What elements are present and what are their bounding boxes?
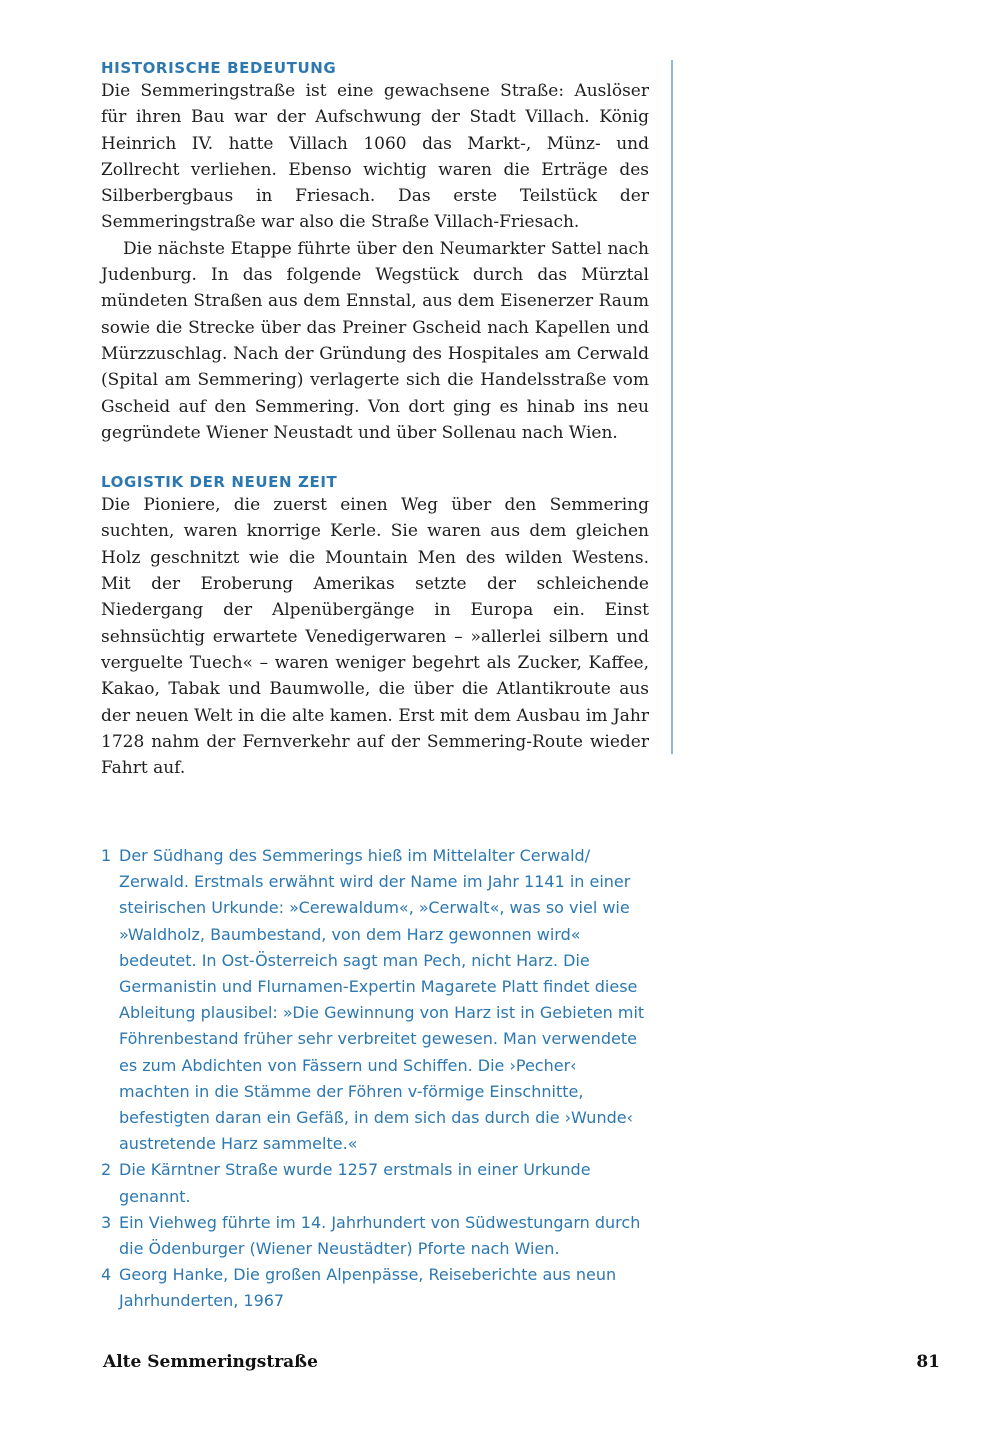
section-heading: HISTORISCHE BEDEUTUNG	[101, 59, 337, 77]
footnote-text: Die Kärntner Straße wurde 1257 erstmals in einer Urkunde genannt.	[119, 1160, 591, 1206]
footnote-number: 3	[101, 1212, 112, 1232]
footnote-text: Georg Hanke, Die großen Alpenpässe, Reiseberichte aus neun Jahrhunderten, 1967	[119, 1265, 617, 1311]
footnote-text: Ein Viehweg führte im 14. Jahrhundert von Südwestungarn durch die Ödenburger (Wiener Neustädter) Pforte nach Wien.	[119, 1212, 641, 1259]
section-body	[101, 78, 649, 446]
footnote-number: 4	[101, 1265, 112, 1285]
main-column	[101, 58, 649, 781]
section-historische-bedeutung	[101, 58, 649, 446]
footnote	[101, 1210, 651, 1262]
footnote-number: 1	[101, 846, 112, 865]
footnotes	[101, 843, 651, 1315]
paragraph: Die nächste Etappe führte über den Neumarkter Sattel nach Judenburg. In das folgende Wegstück durch das Mürztal mündeten Straßen aus dem Ennstal, aus dem Eisenerzer Raum sowie die Strecke über das Preiner Gscheid nach Kapellen und Mürzzuschlag. Nach der Gründung des Hospitales am Cerwald (Spital am Semmering) verlagerte sich die Handelsstraße vom Gscheid auf den Semmering. Von dort ging es hinab ins neu gegründete Wiener Neustadt und über Sollenau nach Wien.	[101, 238, 649, 443]
paragraph: Die Semmeringstraße ist eine gewachsene Straße: Auslöser für ihren Bau war der Aufschwung der Stadt Villach. König Heinrich IV. hatte Villach 1060 das Markt-, Münz- und Zollrecht verliehen. Ebenso wichtig waren die Erträge des Silberbergbaus in Friesach. Das erste Teilstück der Semmeringstraße war also die Straße Villach-Friesach.	[101, 81, 649, 233]
section-logistik	[101, 472, 649, 781]
vertical-rule	[671, 60, 673, 754]
paragraph: Die Pioniere, die zuerst einen Weg über den Semmering suchten, waren knorrige Kerle. Sie waren aus dem gleichen Holz geschnitzt wie die Mountain Men des wilden Westens. Mit der Eroberung Amerikas setzte der schleichende Niedergang der Alpenübergänge in Europa ein. Einst sehnsüchtig erwartete Venedigerwaren – »allerlei silbern und verguelte Tuech« – waren weniger begehrt als Zucker, Kaffee, Kakao, Tabak und Baumwolle, die über die Atlantikroute aus der neuen Welt in die alte kamen. Erst mit dem Ausbau im Jahr 1728 nahm der Fernverkehr auf der Semmering-Route wieder Fahrt auf.	[101, 495, 649, 779]
running-footer-title: Alte Semmeringstraße	[103, 1352, 318, 1372]
footnote	[101, 1262, 651, 1314]
page-number: 81	[916, 1352, 940, 1372]
section-heading: LOGISTIK DER NEUEN ZEIT	[101, 473, 338, 492]
section-body	[101, 492, 649, 781]
footnote	[101, 843, 651, 1157]
footnote	[101, 1157, 651, 1209]
footnote-text: Der Südhang des Semmerings hieß im Mittelalter Cerwald/ Zerwald. Erstmals erwähnt wird der Name im Jahr 1141 in einer steirischen Urkunde: »Cerewaldum«, »Cerwalt«, was so viel wie »Waldholz, Baumbestand, von dem Harz gewonnen wird« bedeutet. In Ost-Österreich sagt man Pech, nicht Harz. Die Germanistin und Flurnamen-Expertin Magarete Platt findet diese Ableitung plausibel: »Die Gewinnung von Harz ist in Gebieten mit Föhrenbestand früher sehr verbreitet gewesen. Man verwendete es zum Abdichten von Fässern und Schiffen. Die ›Pecher‹ machten in die Stämme der Föhren v-förmige Einschnitte, befestigten daran ein Gefäß, in dem sich das durch die ›Wunde‹ austretende Harz sammelte.«	[119, 846, 645, 1154]
footnote-number: 2	[101, 1160, 112, 1180]
